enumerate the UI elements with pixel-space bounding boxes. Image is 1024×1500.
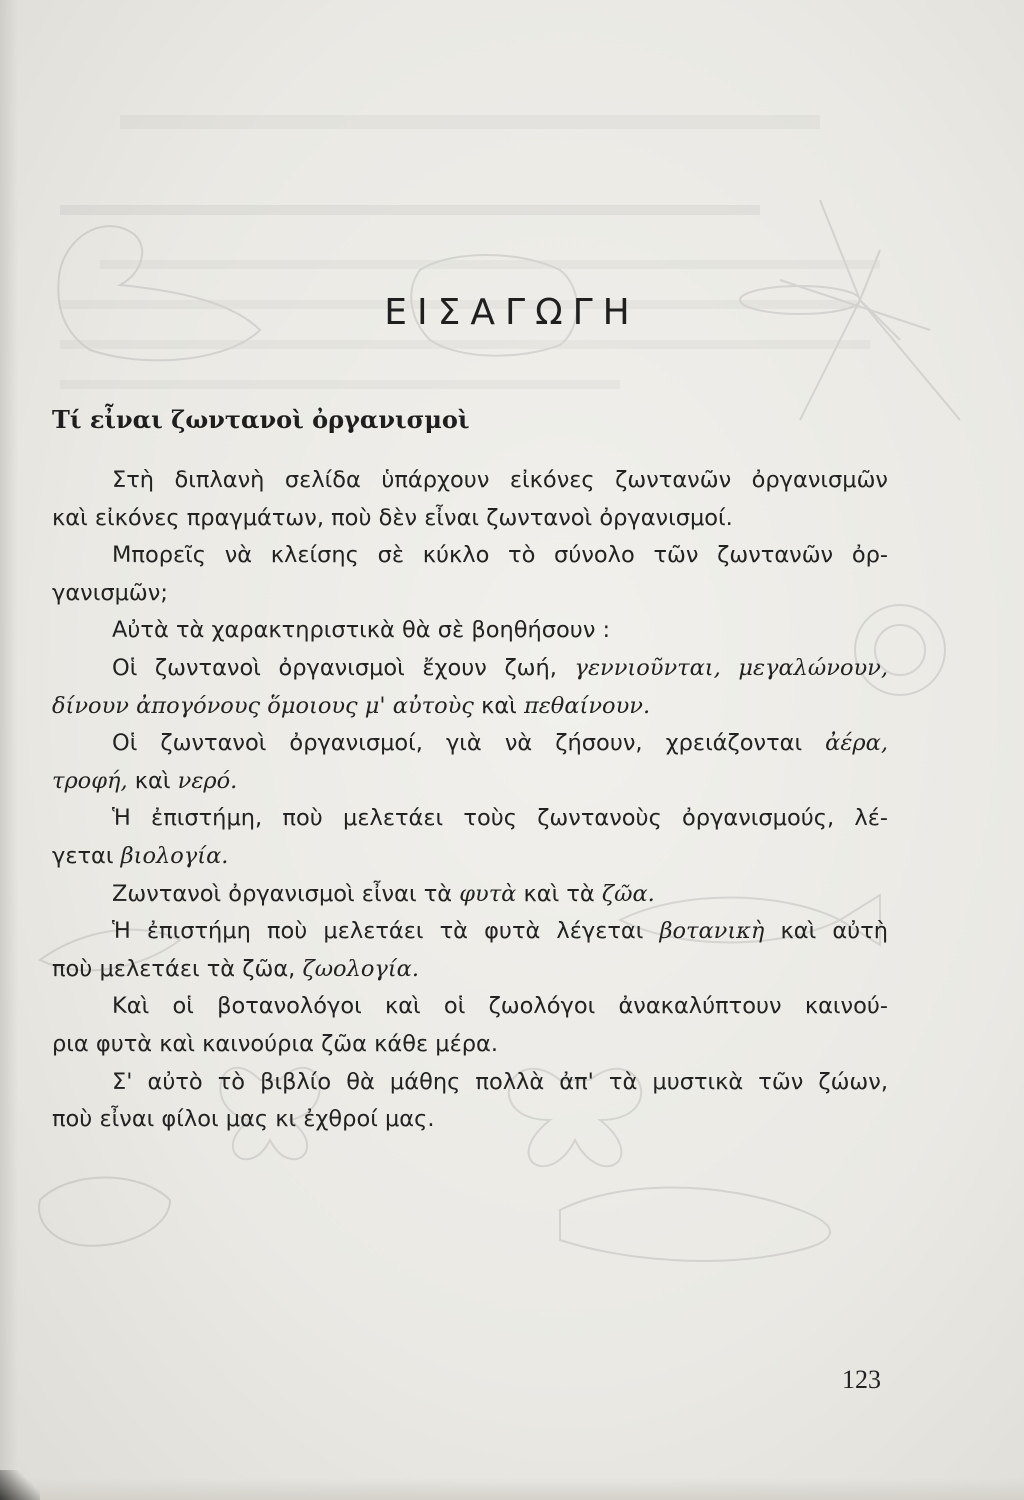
italic-term: ζωολογία.	[302, 955, 420, 982]
text-line	[52, 913, 888, 951]
italic-term: φυτὰ	[459, 880, 517, 907]
italic-term: τροφή,	[52, 767, 128, 794]
text-line: Μπορεῖς νὰ κλείσης σὲ κύκλο τὸ σύνολο τῶν ζωντανῶν ὀρ-	[112, 542, 888, 569]
text-run: καὶ αὐτὴ	[780, 918, 888, 945]
text-line	[52, 650, 888, 688]
italic-term: δίνουν ἀπογόνους ὅμοιους μ' αὐτοὺς	[52, 692, 474, 719]
text-run: Ζωντανοὶ ὀργανισμοὶ εἶναι τὰ	[112, 880, 453, 907]
text-run: Οἱ ζωντανοὶ ὀργανισμοί, γιὰ νὰ ζήσουν, χρειάζονται	[112, 730, 803, 757]
text-line	[52, 763, 888, 801]
text-line: ποὺ εἶναι φίλοι μας κι ἐχθροί μας.	[52, 1106, 435, 1133]
text-run: ποὺ μελετάει τὰ ζῶα,	[52, 955, 296, 982]
ghost-lizard	[560, 1188, 830, 1261]
page-title: ΕΙΣΑΓΩΓΗ	[384, 292, 640, 333]
text-line: καὶ εἰκόνες πραγμάτων, ποὺ δὲν εἶναι ζωντανοὶ ὀργανισμοί.	[52, 504, 733, 531]
ghost-text-block	[60, 205, 760, 215]
italic-term: βοτανικὴ	[659, 918, 765, 945]
italic-term: γεννιοῦνται, μεγαλώνουν,	[574, 654, 889, 681]
text-run: καὶ τὰ	[523, 880, 595, 907]
text-line: γανισμῶν;	[52, 579, 168, 606]
text-run: Οἱ ζωντανοὶ ὀργανισμοὶ ἔχουν ζωή,	[112, 654, 557, 681]
text-line	[52, 838, 888, 876]
ghost-frog	[39, 1178, 170, 1246]
text-line	[52, 951, 888, 989]
italic-term: βιολογία.	[120, 842, 229, 869]
italic-term: ζῶα.	[601, 880, 655, 907]
text-run: γεται	[52, 842, 114, 869]
body-text	[52, 462, 888, 1139]
italic-term: νερό.	[177, 767, 238, 794]
text-line: ρια φυτὰ καὶ καινούρια ζῶα κάθε μέρα.	[52, 1030, 499, 1057]
text-run: Ἡ ἐπιστήμη ποὺ μελετάει τὰ φυτὰ λέγεται	[112, 918, 644, 945]
italic-term: πεθαίνουν.	[523, 692, 651, 719]
text-line	[52, 876, 888, 914]
text-line: Σ' αὐτὸ τὸ βιβλίο θὰ μάθης πολλὰ ἀπ' τὰ μυστικὰ τῶν ζώων,	[112, 1068, 888, 1095]
section-heading: Τί εἶναι ζωντανοὶ ὀργανισμοὶ	[52, 405, 470, 434]
text-run: καὶ	[481, 692, 517, 719]
page-number: 123	[842, 1365, 881, 1394]
text-line	[52, 688, 888, 726]
text-line: Στὴ διπλανὴ σελίδα ὑπάρχουν εἰκόνες ζωντανῶν ὀργανισμῶν	[112, 467, 888, 493]
text-run: καὶ	[134, 767, 171, 794]
text-line	[52, 725, 888, 763]
text-line: Αὐτὰ τὰ χαρακτηριστικὰ θὰ σὲ βοηθήσουν :	[112, 617, 611, 644]
italic-term: ἀέρα,	[825, 730, 888, 757]
text-line: Καὶ οἱ βοτανολόγοι καὶ οἱ ζωολόγοι ἀνακαλύπτουν καινού-	[112, 993, 888, 1020]
text-line: Ἡ ἐπιστήμη, ποὺ μελετάει τοὺς ζωντανοὺς ὀργανισμούς, λέ-	[112, 805, 888, 832]
